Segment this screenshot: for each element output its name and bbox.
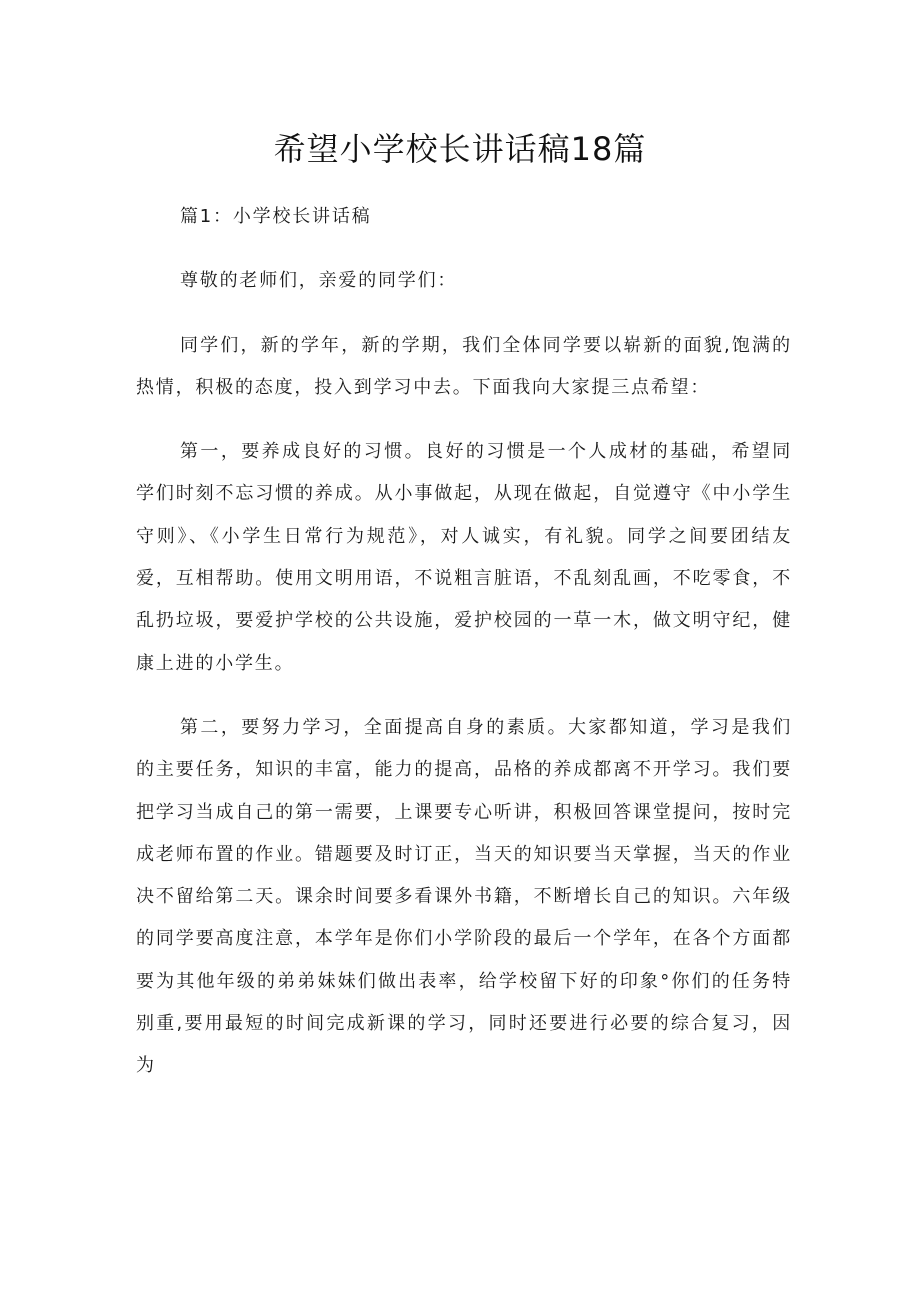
paragraph-second-point: 第二，要努力学习，全面提高自身的素质。大家都知道，学习是我们的主要任务，知识的丰富，能力的提高，品格的养成都离不开学习。我们要把学习当成自己的第一需要，上课要专心听讲，积极回答课堂提问，按时完成老师布置的作业。错题要及时订正，当天的知识要当天掌握，当天的作业决不留给第二天。课余时间要多看课外书籍，不断增长自己的知识。六年级的同学要高度注意，本学年是你们小学阶段的最后一个学年，在各个方面都要为其他年级的弟弟妹妹们做出表率，给学校留下好的印象°你们的任务特别重,要用最短的时间完成新课的学习，同时还要进行必要的综合复习，因为 [136,716,792,1077]
paragraph-first-point: 第一，要养成良好的习惯。良好的习惯是一个人成材的基础，希望同学们时刻不忘习惯的养成。从小事做起，从现在做起，自觉遵守《中小学生守则》、《小学生日常行为规范》，对人诚实，有礼貌。同学之间要团结友爱，互相帮助。使用文明用语，不说粗言脏语，不乱刻乱画，不吃零食，不乱扔垃圾，要爱护学校的公共设施，爱护校园的一草一木，做文明守纪，健康上进的小学生。 [136,441,792,674]
document-body [136,196,792,1110]
section-heading: 篇1：小学校长讲话稿 [180,206,372,227]
paragraph-intro: 同学们，新的学年，新的学期，我们全体同学要以崭新的面貌,饱满的热情，积极的态度，投入到学习中去。下面我向大家提三点希望： [136,334,792,398]
salutation: 尊敬的老师们，亲爱的同学们： [180,270,458,292]
document-title: 希望小学校长讲话稿18篇 [273,130,647,168]
